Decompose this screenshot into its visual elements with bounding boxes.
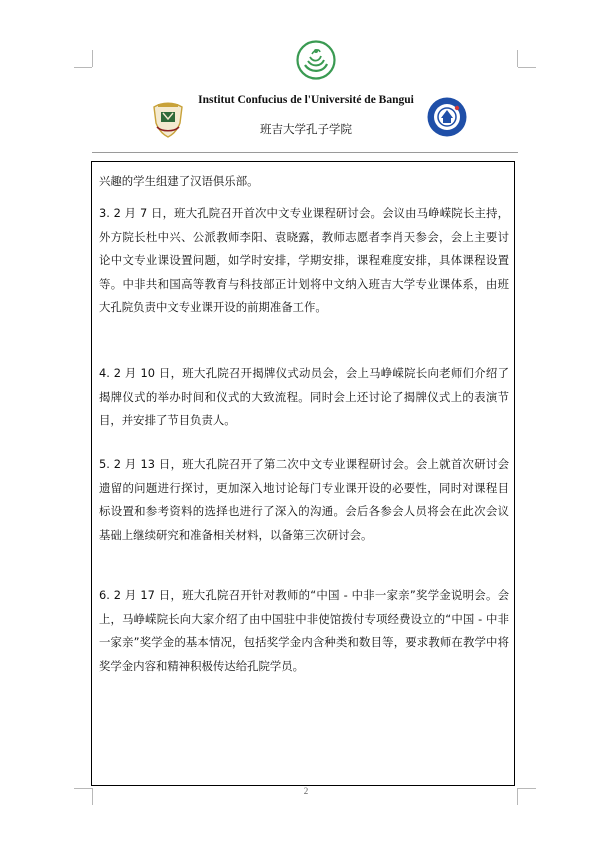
paragraph-item-6: 6. 2 月 17 日，班大孔院召开针对教师的“中国 - 中非一家亲”奖学金说明会。会上，马峥嵘院长向大家介绍了由中国驻中非使馆拨付专项经费设立的“中国 - 中非一家亲”奖学金的基本情况，包括奖学金内含种类和数目等，要求教师在教学中将奖学金内容和精神积极传达给孔院学员。 bbox=[99, 588, 509, 673]
crop-mark-top-right-horizontal bbox=[518, 67, 536, 68]
paragraph-item-5: 5. 2 月 13 日，班大孔院召开了第二次中文专业课程研讨会。会上就首次研讨会遗留的问题进行探讨，更加深入地讨论每门专业课开设的必要性，同时对课程目标设置和参考资料的选择也进行了深入的沟通。会后各参会人员将会在此次会议基础上继续研究和准备相关材料，以备第三次研讨会。 bbox=[99, 457, 509, 542]
paragraph-item-4: 4. 2 月 10 日，班大孔院召开揭牌仪式动员会，会上马峥嵘院长向老师们介绍了揭牌仪式的举办时间和仪式的大致流程。同时会上还讨论了揭牌仪式上的表演节目，并安排了节目负责人。 bbox=[99, 366, 509, 427]
crop-mark-top-left-vertical bbox=[92, 50, 93, 67]
partner-university-emblem-icon bbox=[426, 96, 468, 138]
paragraph-continuation: 兴趣的学生组建了汉语俱乐部。 bbox=[99, 174, 259, 188]
paragraph-item-3: 3. 2 月 7 日，班大孔院召开首次中文专业课程研讨会。会议由马峥嵘院长主持，外方院长杜中兴、公派教师李阳、袁晓露，教师志愿者李肖天参会，会上主要讨论中文专业课设置问题，如学时安排，学期安排，课程难度安排，具体课程设置等。中非共和国高等教育与科技部正计划将中文纳入班吉大学专业课体系，由班大孔院负责中文专业课开设的前期准备工作。 bbox=[99, 206, 509, 314]
header-divider bbox=[92, 152, 518, 153]
content-frame bbox=[91, 161, 515, 786]
institute-name: Institut Confucius de l'Université de Bangui bbox=[198, 94, 414, 106]
institute-name-chinese: 班吉大学孔子学院 bbox=[260, 122, 352, 136]
crop-mark-top-right-vertical bbox=[517, 50, 518, 67]
page-number: 2 bbox=[303, 786, 309, 796]
confucius-institute-logo bbox=[296, 40, 336, 80]
crop-mark-top-left-horizontal bbox=[74, 67, 92, 68]
